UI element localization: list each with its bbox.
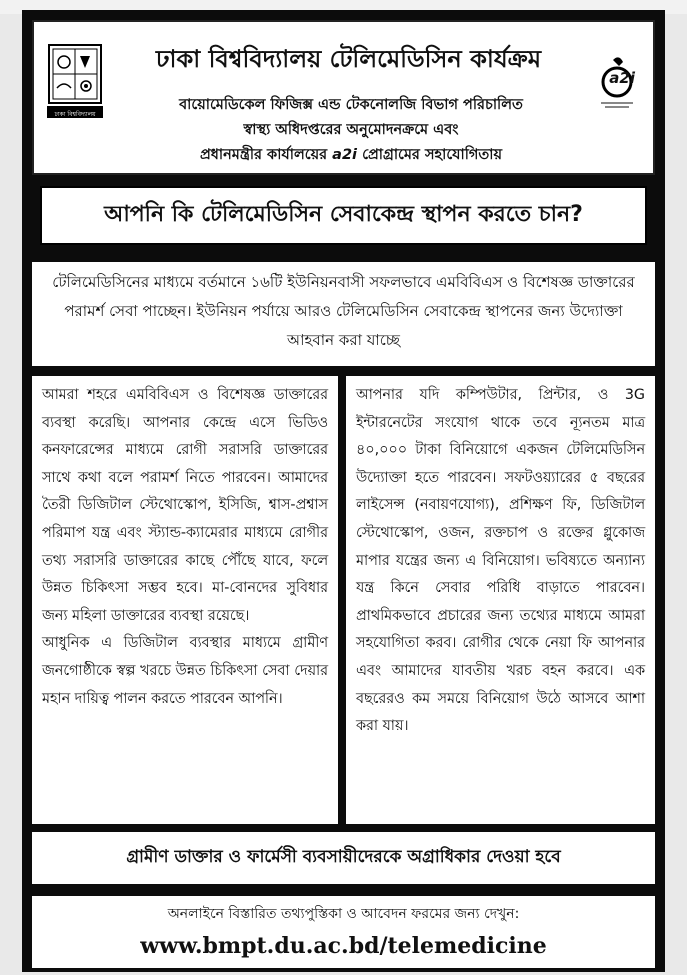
footer-text: অনলাইনে বিস্তারিত তথ্যপুস্তিকা ও আবেদন ফরমের জন্য দেখুন: — [167, 906, 520, 922]
right-paragraph-1: আপনার যদি কম্পিউটার, প্রিন্টার, ও 3G ইন্টারনেটের সংযোগ থাকে তবে ন্যূনতম মাত্র ৪০,০০০ টাকা বিনিয়োগে একজন টেলিমেডিসিন উদ্যোক্তা হতে পারবেন। সফটওয়্যারের ৫ বছরের লাইসেন্স (নবায়ণযোগ্য), প্রশিক্ষণ ফি, ডিজিটাল স্টেথোস্কোপ, ওজন, রক্তচাপ ও রক্তের গ্লুকোজ মাপার যন্ত্রের জন্য এ বিনিয়োগ। ভবিষ্যতে অন্যান্য যন্ত্র কিনে সেবার পরিধি বাড়াতে পারবেন। প্রাথমিকভাবে প্রচারের জন্য তথ্যের মাধ্যমে আমরা সহযোগিতা করব। রোগীর থেকে নেয়া ফি আপনার এবং আমাদের যাবতীয় খরচ বহন করবে। এক বছরেরও কম সময়ে বিনিয়োগ উঠে আসবে আশা করা যায়। — [356, 387, 645, 735]
question-text: আপনি কি টেলিমেডিসিন সেবাকেন্দ্র স্থাপন করতে চান? — [40, 186, 647, 245]
footer-panel — [32, 896, 655, 968]
seal-caption: ঢাকা বিশ্ববিদ্যালয় — [54, 111, 96, 118]
header-line-2: স্বাস্থ্য অধিদপ্তরের অনুমোদনক্রমে এবং — [243, 122, 459, 138]
footer-url-link[interactable]: www.bmpt.du.ac.bd/telemedicine — [140, 933, 547, 959]
question-banner — [32, 180, 655, 255]
header-line-3-pre: প্রধানমন্ত্রীর কার্যালয়ের — [199, 147, 333, 163]
header-line-3-post: প্রোগ্রামের সহাযোগিতায় — [357, 147, 503, 163]
right-column — [346, 376, 655, 824]
left-paragraph-2: আধুনিক এ ডিজিটাল ব্যবস্থার মাধ্যমে গ্রামীণ জনগোষ্ঠীকে স্বল্প খরচে উন্নত চিকিৎসা সেবা দেয়ার মহান দায়িত্ব পালন করতে পারবেন আপনি। — [42, 635, 328, 707]
a2i-logo-text: a2i — [609, 69, 635, 87]
left-column — [32, 376, 338, 824]
header-line-1: বায়োমেডিকেল ফিজিক্স এন্ড টেকনোলজি বিভাগ পরিচালিত — [179, 97, 523, 113]
header-line-3 — [104, 145, 598, 165]
priority-banner: গ্রামীণ ডাক্তার ও ফার্মেসী ব্যবসায়ীদেরকে অগ্রাধিকার দেওয়া হবে — [32, 832, 655, 884]
header-panel — [32, 20, 655, 175]
left-paragraph-1: আমরা শহরে এমবিবিএস ও বিশেষজ্ঞ ডাক্তারের ব্যবস্থা করেছি। আপনার কেন্দ্রে এসে ভিডিও কনফারেন্সের মাধ্যমে রোগী সরাসরি ডাক্তারের সাথে কথা বলে পরামর্শ নিতে পারবেন। আমাদের তৈরী ডিজিটাল স্টেথোস্কোপ, ইসিজি, শ্বাস-প্রশ্বাস পরিমাপ যন্ত্র এবং স্ট্যান্ড-ক্যামেরার মাধ্যমে রোগীর তথ্য সরাসরি ডাক্তারের কাছে পৌঁছে যাবে, ফলে উন্নত চিকিৎসা সম্ভব হবে। মা-বোনদের সুবিধার জন্য মহিলা ডাক্তারের ব্যবস্থা রয়েছে। — [42, 387, 328, 624]
header-line-3-a2i: a2i — [332, 147, 358, 163]
intro-paragraph: টেলিমেডিসিনের মাধ্যমে বর্তমানে ১৬টি ইউনিয়নবাসী সফলভাবে এমবিবিএস ও বিশেষজ্ঞ ডাক্তারের পরামর্শ সেবা পাচ্ছেন। ইউনিয়ন পর্যায়ে আরও টেলিমেডিসিন সেবাকেন্দ্র স্থাপনের জন্য উদ্যোক্তা আহবান করা যাচ্ছে — [32, 262, 655, 366]
advertisement-frame — [22, 10, 665, 972]
header-title: ঢাকা বিশ্ববিদ্যালয় টেলিমেডিসিন কার্যক্রম — [155, 45, 542, 73]
